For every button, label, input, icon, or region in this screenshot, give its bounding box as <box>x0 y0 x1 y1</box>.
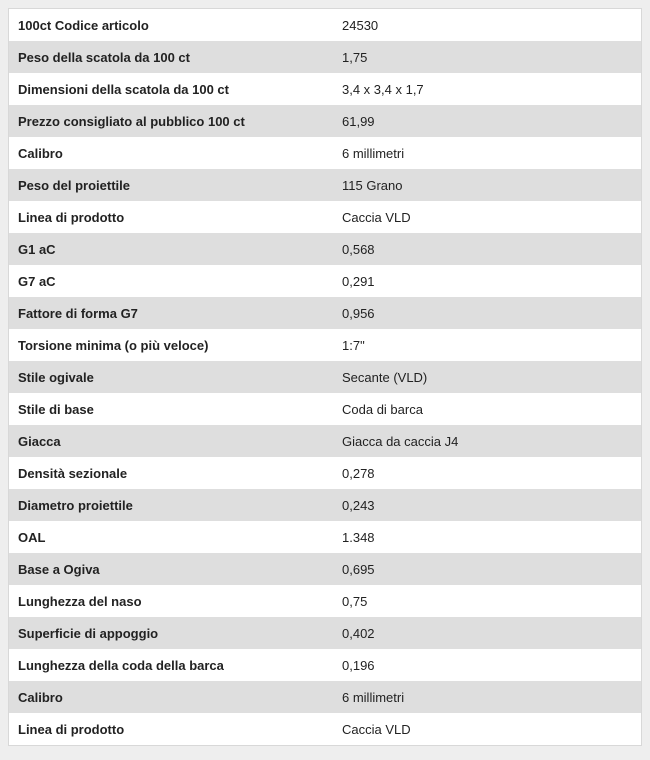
spec-value: 6 millimetri <box>333 681 641 713</box>
spec-value: 1,75 <box>333 41 641 73</box>
table-row <box>9 73 641 105</box>
spec-label: Peso della scatola da 100 ct <box>9 41 333 73</box>
spec-value: 115 Grano <box>333 169 641 201</box>
spec-value: 0,75 <box>333 585 641 617</box>
spec-value: Giacca da caccia J4 <box>333 425 641 457</box>
spec-label: Densità sezionale <box>9 457 333 489</box>
table-row <box>9 617 641 649</box>
table-row <box>9 457 641 489</box>
spec-label: 100ct Codice articolo <box>9 9 333 41</box>
spec-label: Linea di prodotto <box>9 713 333 745</box>
spec-value: Caccia VLD <box>333 713 641 745</box>
spec-label: Dimensioni della scatola da 100 ct <box>9 73 333 105</box>
table-row <box>9 265 641 297</box>
spec-label: Stile di base <box>9 393 333 425</box>
table-row <box>9 553 641 585</box>
table-row <box>9 649 641 681</box>
spec-value: 0,695 <box>333 553 641 585</box>
table-row <box>9 361 641 393</box>
spec-label: Fattore di forma G7 <box>9 297 333 329</box>
spec-label: Prezzo consigliato al pubblico 100 ct <box>9 105 333 137</box>
table-row <box>9 137 641 169</box>
table-row <box>9 201 641 233</box>
spec-label: Superficie di appoggio <box>9 617 333 649</box>
spec-value: Coda di barca <box>333 393 641 425</box>
table-row <box>9 169 641 201</box>
spec-label: Calibro <box>9 137 333 169</box>
spec-value: 3,4 x 3,4 x 1,7 <box>333 73 641 105</box>
spec-label: Lunghezza della coda della barca <box>9 649 333 681</box>
spec-label: Diametro proiettile <box>9 489 333 521</box>
table-row <box>9 521 641 553</box>
spec-label: Lunghezza del naso <box>9 585 333 617</box>
table-row <box>9 713 641 745</box>
spec-value: 0,402 <box>333 617 641 649</box>
specifications-table-container <box>8 8 642 746</box>
spec-label: Torsione minima (o più veloce) <box>9 329 333 361</box>
spec-value: Caccia VLD <box>333 201 641 233</box>
table-row <box>9 393 641 425</box>
spec-label: Peso del proiettile <box>9 169 333 201</box>
spec-label: Base a Ogiva <box>9 553 333 585</box>
spec-value: 0,291 <box>333 265 641 297</box>
table-row <box>9 297 641 329</box>
table-row <box>9 329 641 361</box>
spec-label: G7 aC <box>9 265 333 297</box>
table-row <box>9 105 641 137</box>
spec-label: G1 aC <box>9 233 333 265</box>
spec-label: Calibro <box>9 681 333 713</box>
table-row <box>9 585 641 617</box>
table-row <box>9 681 641 713</box>
spec-value: 0,278 <box>333 457 641 489</box>
spec-value: 0,568 <box>333 233 641 265</box>
spec-value: 61,99 <box>333 105 641 137</box>
spec-value: 0,956 <box>333 297 641 329</box>
table-row <box>9 233 641 265</box>
spec-label: Giacca <box>9 425 333 457</box>
spec-label: Linea di prodotto <box>9 201 333 233</box>
spec-label: Stile ogivale <box>9 361 333 393</box>
spec-label: OAL <box>9 521 333 553</box>
table-row <box>9 41 641 73</box>
spec-value: 1.348 <box>333 521 641 553</box>
table-row <box>9 9 641 41</box>
spec-value: 1:7" <box>333 329 641 361</box>
table-row <box>9 489 641 521</box>
spec-value: 6 millimetri <box>333 137 641 169</box>
spec-value: Secante (VLD) <box>333 361 641 393</box>
spec-value: 0,196 <box>333 649 641 681</box>
specifications-table <box>9 9 641 745</box>
specifications-table-body <box>9 9 641 745</box>
spec-value: 24530 <box>333 9 641 41</box>
table-row <box>9 425 641 457</box>
spec-value: 0,243 <box>333 489 641 521</box>
